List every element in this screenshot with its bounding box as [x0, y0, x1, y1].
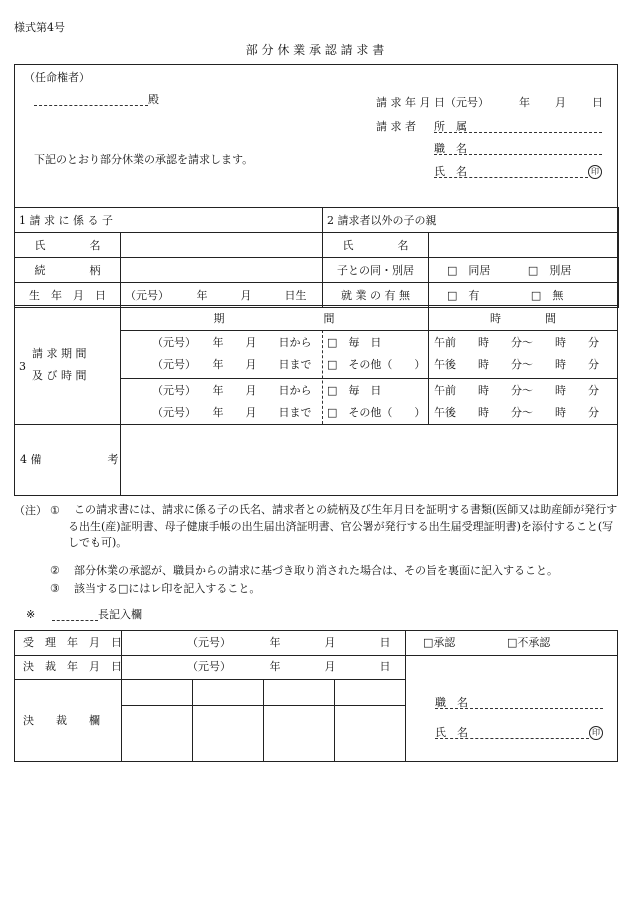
- birth-field[interactable]: （元号） 年 月 日生: [121, 283, 323, 308]
- daily-checkbox-2[interactable]: □ 毎 日: [327, 384, 382, 397]
- section3-label-1: 請 求 期 間: [32, 347, 87, 360]
- living-together-checkbox[interactable]: □ 同居: [447, 264, 491, 277]
- time-pm-1[interactable]: 午後 時 分〜 時 分: [434, 358, 599, 371]
- form-number: 様式第4号: [14, 21, 65, 34]
- requester-label: 請 求 者: [376, 120, 416, 133]
- request-date-label: 請 求 年 月 日（元号）: [376, 96, 489, 109]
- month-label: 月: [555, 96, 566, 109]
- reject-checkbox[interactable]: □不承認: [507, 636, 551, 649]
- daily-checkbox-1[interactable]: □ 毎 日: [327, 336, 382, 349]
- section1-heading: 1 請 求 に 係 る 子: [15, 208, 323, 233]
- chief-label: 長記入欄: [98, 608, 142, 621]
- note-text-1: この請求書には、請求に係る子の氏名、請求者との続柄及び生年月日を証明する書類(医師又は助産師が発行する出生(産)証明書、母子健康手帳の出生届出済証明書、官公署が発行する出生届受理証明書)を添付すること(写しでも可)。: [68, 503, 618, 549]
- remarks-field[interactable]: [122, 427, 616, 494]
- note-mark-1: ①: [50, 504, 60, 517]
- page-title: 部 分 休 業 承 認 請 求 書: [245, 43, 385, 57]
- other-checkbox-2[interactable]: □ その他（ ）: [327, 406, 426, 419]
- decision-date-field[interactable]: （元号） 年 月 日: [187, 660, 391, 673]
- position-label: 職 名: [434, 142, 467, 155]
- chief-name-line[interactable]: [52, 620, 98, 621]
- time-am-1[interactable]: 午前 時 分〜 時 分: [434, 336, 599, 349]
- seal-icon: 印: [588, 165, 602, 179]
- official-seal-icon: 印: [589, 726, 603, 740]
- name-line[interactable]: [434, 177, 588, 178]
- year-label: 年: [519, 96, 530, 109]
- period-header: 期 間: [213, 312, 335, 325]
- relation-label: 続 柄: [15, 258, 121, 283]
- child-info-table: [14, 207, 619, 308]
- remarks-label: 4 備 考: [20, 453, 119, 466]
- affiliation-line[interactable]: [434, 132, 602, 133]
- child-name-label: 氏 名: [15, 233, 121, 258]
- birth-label: 生 年 月 日: [15, 283, 121, 308]
- authority-name-line[interactable]: [34, 105, 148, 106]
- decision-label: 決 裁 欄: [23, 714, 100, 727]
- time-pm-2[interactable]: 午後 時 分〜 時 分: [434, 406, 599, 419]
- approve-checkbox[interactable]: □承認: [423, 636, 456, 649]
- receipt-date-label: 受 理 年 月 日: [23, 636, 122, 649]
- note-mark-3: ③: [50, 582, 60, 595]
- other-checkbox-1[interactable]: □ その他（ ）: [327, 358, 426, 371]
- affiliation-label: 所 属: [434, 120, 467, 133]
- official-position-label: 職 名: [435, 696, 468, 709]
- period-to-1[interactable]: （元号） 年 月 日まで: [152, 358, 312, 371]
- section2-heading: 2 請求者以外の子の親: [323, 208, 619, 233]
- period-to-2[interactable]: （元号） 年 月 日まで: [152, 406, 312, 419]
- receipt-date-field[interactable]: （元号） 年 月 日: [187, 636, 391, 649]
- day-label: 日: [592, 96, 603, 109]
- official-name-label: 氏 名: [435, 726, 468, 739]
- note-text-2: 部分休業の承認が、職員からの請求に基づき取り消された場合は、その旨を裏面に記入すること。: [74, 564, 558, 577]
- note-text-3: 該当する□にはレ印を記入すること。: [74, 582, 261, 595]
- time-am-2[interactable]: 午前 時 分〜 時 分: [434, 384, 599, 397]
- official-box: [14, 630, 618, 762]
- living-label: 子との同・別居: [323, 258, 429, 283]
- work-no-checkbox[interactable]: □ 無: [530, 289, 564, 302]
- section3-label-2: 及 び 時 間: [32, 369, 87, 382]
- position-line[interactable]: [434, 154, 602, 155]
- parent-name-label: 氏 名: [323, 233, 429, 258]
- request-statement: 下記のとおり部分休業の承認を請求します。: [34, 153, 254, 166]
- name-label: 氏 名: [434, 165, 467, 178]
- dono-label: 殿: [148, 93, 159, 106]
- authority-label: （任命権者）: [24, 71, 90, 84]
- time-header: 時 間: [490, 312, 556, 325]
- relation-field[interactable]: [121, 258, 323, 283]
- notes-prefix: （注）: [14, 504, 47, 517]
- note-mark-2: ②: [50, 564, 60, 577]
- section3-number: 3: [19, 360, 26, 373]
- official-name-line[interactable]: [435, 738, 589, 739]
- child-name-field[interactable]: [121, 233, 323, 258]
- parent-name-field[interactable]: [429, 233, 619, 258]
- period-from-2[interactable]: （元号） 年 月 日から: [152, 384, 312, 397]
- work-yes-checkbox[interactable]: □ 有: [447, 289, 480, 302]
- section3-block: [14, 305, 618, 425]
- decision-date-label: 決 裁 年 月 日: [23, 660, 122, 673]
- work-label: 就 業 の 有 無: [323, 283, 429, 308]
- official-position-line[interactable]: [435, 708, 603, 709]
- living-separate-checkbox[interactable]: □ 別居: [527, 264, 572, 277]
- period-from-1[interactable]: （元号） 年 月 日から: [152, 336, 312, 349]
- official-marker: ※: [26, 608, 36, 621]
